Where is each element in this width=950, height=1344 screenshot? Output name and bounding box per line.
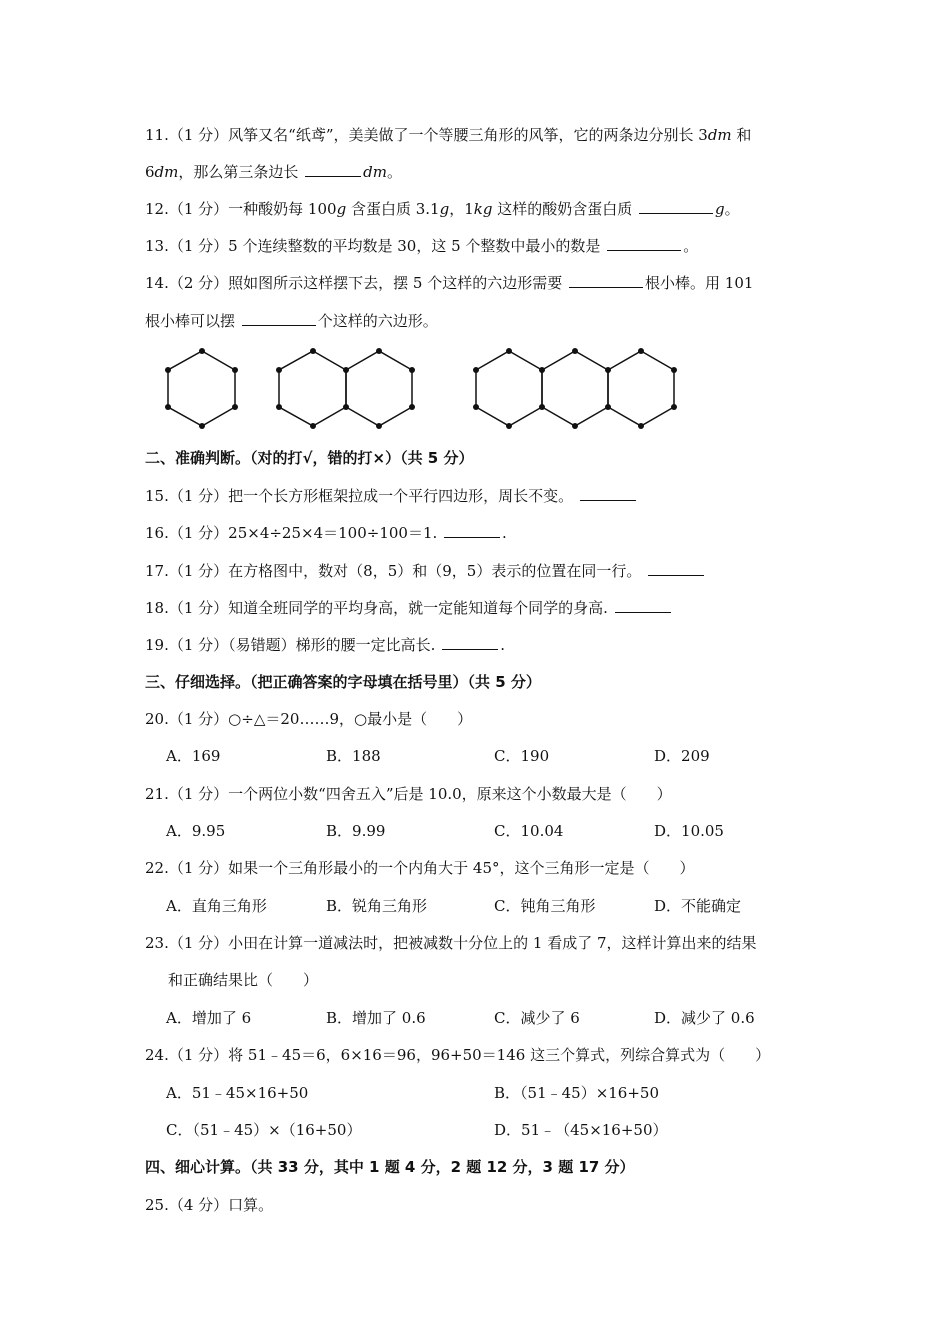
question-17: 17.（1 分）在方格图中，数对（8，5）和（9，5）表示的位置在同一行。 bbox=[145, 561, 706, 581]
question-25: 25.（4 分）口算。 bbox=[145, 1196, 274, 1214]
option-c[interactable]: C．（51﹣45）×（16+50） bbox=[166, 1121, 362, 1139]
question-20-stem: 20.（1 分）○÷△＝20……9，○最小是（ ） bbox=[145, 710, 473, 728]
question-18: 18.（1 分）知道全班同学的平均身高，就一定能知道每个同学的身高. bbox=[145, 598, 673, 618]
answer-blank[interactable] bbox=[569, 273, 643, 288]
question-24-stem: 24.（1 分）将 51﹣45＝6，6×16＝96，96+50＝146 这三个算式，列综合算式为（ ） bbox=[145, 1046, 771, 1064]
option-c[interactable]: C．10.04 bbox=[494, 822, 564, 840]
option-c[interactable]: C．减少了 6 bbox=[494, 1009, 580, 1027]
option-a[interactable]: A．9.95 bbox=[166, 822, 226, 840]
answer-blank[interactable] bbox=[615, 598, 671, 613]
hexagon-figure-3 bbox=[469, 345, 679, 435]
option-a[interactable]: A．直角三角形 bbox=[166, 897, 267, 915]
question-11-line2: 6dm，那么第三条边长 dm。 bbox=[145, 163, 402, 181]
question-21-stem: 21.（1 分）一个两位小数“四舍五入”后是 10.0，原来这个小数最大是（ ） bbox=[145, 785, 672, 803]
option-b[interactable]: B．（51﹣45）×16+50 bbox=[494, 1084, 660, 1102]
option-a[interactable]: A．51﹣45×16+50 bbox=[166, 1084, 309, 1102]
answer-blank[interactable] bbox=[580, 486, 636, 501]
option-d[interactable]: D．209 bbox=[654, 747, 710, 765]
option-b[interactable]: B．188 bbox=[326, 747, 381, 765]
question-15: 15.（1 分）把一个长方形框架拉成一个平行四边形，周长不变。 bbox=[145, 486, 638, 506]
section-4-heading: 四、细心计算。（共 33 分，其中 1 题 4 分，2 题 12 分，3 题 17 分） bbox=[145, 1158, 635, 1176]
question-22-stem: 22.（1 分）如果一个三角形最小的一个内角大于 45°，这个三角形一定是（ ） bbox=[145, 859, 695, 877]
question-13: 13.（1 分）5 个连续整数的平均数是 30，这 5 个整数中最小的数是 。 bbox=[145, 237, 699, 255]
question-14-line1: 14.（2 分）照如图所示这样摆下去，摆 5 个这样的六边形需要 根小棒。用 101 bbox=[145, 274, 754, 292]
answer-blank[interactable] bbox=[444, 523, 500, 538]
option-d[interactable]: D．不能确定 bbox=[654, 897, 742, 915]
section-3-heading: 三、仔细选择。（把正确答案的字母填在括号里）（共 5 分） bbox=[145, 673, 541, 691]
answer-blank[interactable] bbox=[639, 199, 713, 214]
question-11-line1: 11.（1 分）风筝又名“纸鸢”，美美做了一个等腰三角形的风筝，它的两条边分别长 3dm 和 bbox=[145, 126, 752, 144]
question-12: 12.（1 分）一种酸奶每 100g 含蛋白质 3.1g，1kg 这样的酸奶含蛋白质 g。 bbox=[145, 200, 740, 218]
option-c[interactable]: C．钝角三角形 bbox=[494, 897, 596, 915]
question-16: 16.（1 分）25×4÷25×4＝100÷100＝1. . bbox=[145, 524, 507, 542]
answer-blank[interactable] bbox=[442, 635, 498, 650]
option-d[interactable]: D．51﹣（45×16+50） bbox=[494, 1121, 668, 1139]
section-2-heading: 二、准确判断。（对的打√，错的打×）（共 5 分） bbox=[145, 449, 474, 467]
question-23-stem-cont: 和正确结果比（ ） bbox=[168, 971, 319, 989]
option-d[interactable]: D．10.05 bbox=[654, 822, 724, 840]
answer-blank[interactable] bbox=[607, 236, 681, 251]
hexagon-figure-2 bbox=[272, 345, 417, 435]
option-a[interactable]: A．增加了 6 bbox=[166, 1009, 252, 1027]
option-b[interactable]: B．锐角三角形 bbox=[326, 897, 428, 915]
question-14-line2: 根小棒可以摆 个这样的六边形。 bbox=[145, 312, 438, 330]
option-b[interactable]: B．9.99 bbox=[326, 822, 386, 840]
answer-blank[interactable] bbox=[648, 561, 704, 576]
option-b[interactable]: B．增加了 0.6 bbox=[326, 1009, 426, 1027]
question-23-stem: 23.（1 分）小田在计算一道减法时，把被减数十分位上的 1 看成了 7，这样计算出来的结果 bbox=[145, 934, 757, 952]
answer-blank[interactable] bbox=[242, 311, 316, 326]
option-c[interactable]: C．190 bbox=[494, 747, 550, 765]
option-a[interactable]: A．169 bbox=[166, 747, 221, 765]
answer-blank[interactable] bbox=[305, 162, 361, 177]
question-19: 19.（1 分）（易错题）梯形的腰一定比高长. . bbox=[145, 636, 505, 654]
option-d[interactable]: D．减少了 0.6 bbox=[654, 1009, 755, 1027]
hexagon-figure-1 bbox=[160, 345, 245, 435]
